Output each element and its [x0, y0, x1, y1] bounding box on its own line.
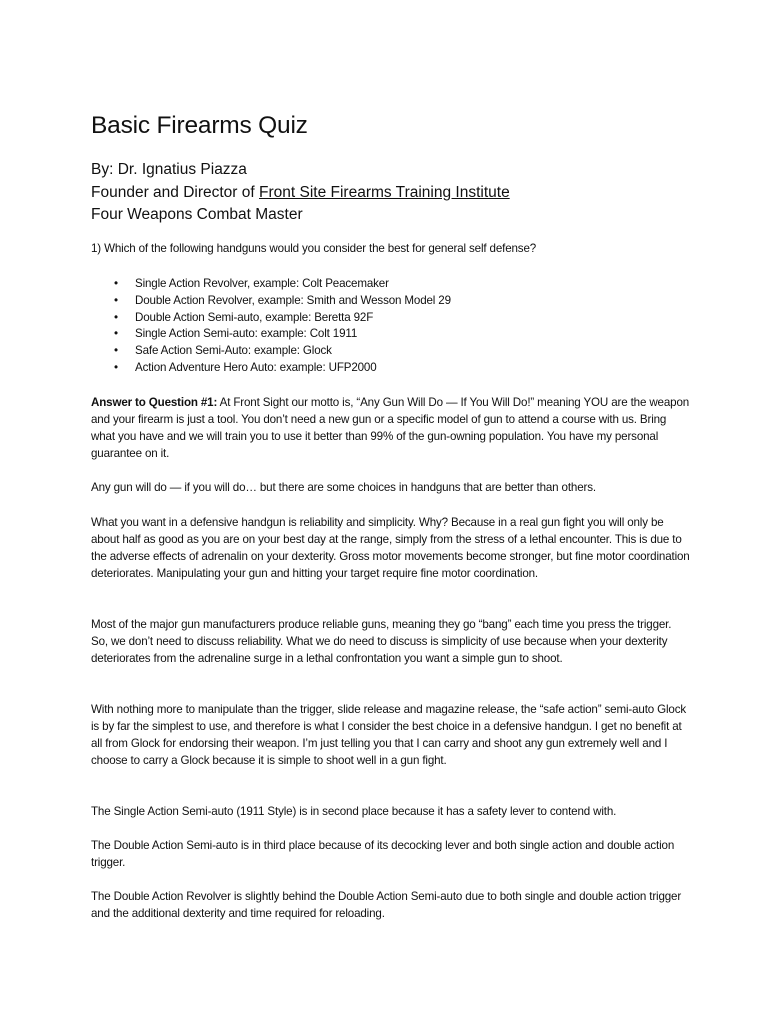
bullet-icon: •: [114, 327, 118, 341]
credential-line: Four Weapons Combat Master: [91, 206, 303, 223]
list-item: [114, 360, 451, 377]
paragraph: [91, 514, 691, 582]
option-label: Safe Action Semi-Auto: example: Glock: [135, 344, 332, 358]
answer-label: Answer to Question #1:: [91, 396, 218, 409]
list-item: [114, 293, 451, 310]
paragraph: [91, 888, 691, 922]
paragraph-text: What you want in a defensive handgun is reliability and simplicity. Why? Because in a real gun fight you will only be about half as good as you are on your best day at the range, simply from the stress of a lethal encounter. This is due to the adverse effects of adrenalin on your dexterity. Gross motor movements become stronger, but fine motor coordination deteriorates. Manipulating your gun and hitting your target require fine motor coordination.: [91, 516, 690, 580]
paragraph-text: The Double Action Semi-auto is in third place because of its decocking lever and both single action and double action trigger.: [91, 839, 675, 869]
option-label: Action Adventure Hero Auto: example: UFP2000: [135, 360, 377, 374]
document-title: Basic Firearms Quiz: [91, 112, 308, 139]
paragraph: [91, 837, 691, 871]
paragraph: [91, 616, 691, 667]
author-block: [91, 159, 510, 227]
bullet-icon: •: [114, 277, 118, 290]
option-label: Double Action Revolver, example: Smith and Wesson Model 29: [135, 293, 451, 307]
organization-link[interactable]: Front Site Firearms Training Institute: [259, 183, 510, 201]
paragraph-text: The Double Action Revolver is slightly behind the Double Action Semi-auto due to both single and double action trigger and the additional dexterity and time required for reloading.: [91, 890, 682, 920]
bullet-icon: •: [114, 310, 118, 324]
paragraph-text: The Single Action Semi-auto (1911 Style) is in second place because it has a safety lever to contend with.: [91, 805, 617, 818]
list-item: [114, 343, 451, 360]
answer-text: [91, 394, 691, 462]
list-item: [114, 326, 451, 343]
question-1: 1) Which of the following handguns would you consider the best for general self defense?: [91, 242, 537, 255]
paragraph: [91, 803, 691, 820]
option-label: Double Action Semi-auto, example: Beretta 92F: [135, 310, 374, 324]
bullet-icon: •: [114, 344, 118, 358]
question-text: [91, 240, 691, 257]
list-item: [114, 310, 451, 327]
bullet-icon: •: [114, 293, 118, 307]
answer-paragraph: [91, 394, 691, 462]
role-prefix: Founder and Director of: [91, 183, 260, 201]
answer-body: At Front Sight our motto is, “Any Gun Will Do — If You Will Do!” meaning YOU are the weapon and your firearm is just a tool. You don’t need a new gun or a specific model of gun to attend a course with us. Bring what you have and we will train you to use it better than 99% of the gun-owning population. You have my personal guarantee on it.: [91, 396, 690, 460]
list-item: [114, 276, 451, 293]
paragraph-text: Any gun will do — if you will do… but there are some choices in handguns that are better than others.: [91, 481, 596, 494]
option-label: Single Action Semi-auto: example: Colt 1911: [135, 327, 358, 341]
answer-options-list: [114, 276, 451, 377]
paragraph-text: With nothing more to manipulate than the trigger, slide release and magazine release, the “safe action” semi-auto Glock is by far the simplest to use, and therefore is what I consider the best choice in a defensive handgun. I get no benefit at all from Glock for endorsing their weapon. I’m just telling you that I can carry and shoot any gun extremely well and I choose to carry a Glock because it is simple to shoot well in a gun fight.: [91, 703, 687, 767]
paragraph: [91, 479, 691, 496]
role-line: [91, 182, 510, 205]
author-line: By: Dr. Ignatius Piazza: [91, 161, 247, 178]
paragraph-text: Most of the major gun manufacturers produce reliable guns, meaning they go “bang” each time you press the trigger. So, we don’t need to discuss reliability. What we do need to discuss is simplicity of use because when your dexterity deteriorates from the adrenaline surge in a lethal confrontation you want a simple gun to shoot.: [91, 618, 672, 665]
bullet-icon: •: [114, 360, 118, 374]
paragraph: [91, 701, 691, 769]
option-label: Single Action Revolver, example: Colt Peacemaker: [135, 277, 389, 290]
